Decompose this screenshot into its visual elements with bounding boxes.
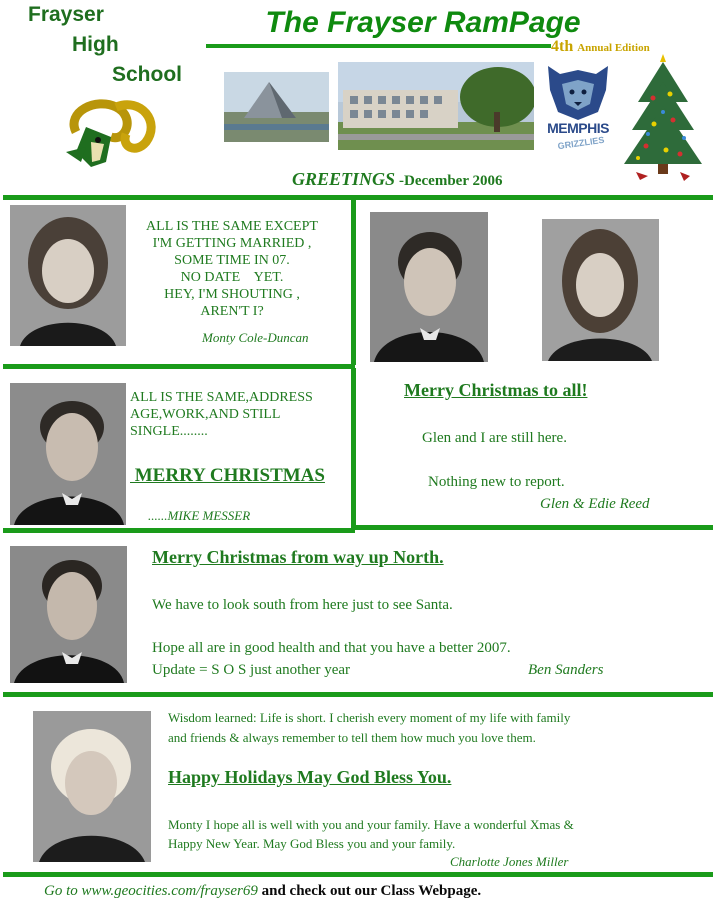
box3-line: SINGLE........ xyxy=(130,424,208,439)
memphis-logo-text: MEMPHIS xyxy=(547,120,609,136)
box1-message xyxy=(126,218,338,320)
school-building-photo xyxy=(338,62,534,150)
box5-heading: Merry Christmas from way up North. xyxy=(152,547,444,567)
box6-line1: Wisdom learned: Life is short. I cherish every moment of my life with family xyxy=(168,710,571,725)
portrait-edie-reed xyxy=(542,219,659,361)
box1-line: SOME TIME IN 07. xyxy=(174,253,290,268)
box4-heading: Merry Christmas to all! xyxy=(404,380,588,400)
box1-line: AREN'T I? xyxy=(200,304,264,319)
footer-line xyxy=(44,883,481,900)
portrait-ben-sanders xyxy=(10,546,127,683)
edition-number: 4th xyxy=(551,38,574,55)
divider-top xyxy=(3,195,713,200)
divider-left-bottom xyxy=(3,528,355,533)
box3-message xyxy=(130,389,350,440)
footer-link[interactable]: Go to www.geocities.com/frayser69 xyxy=(44,883,258,899)
divider-right-bottom xyxy=(351,525,713,530)
footer-text: and check out our Class Webpage. xyxy=(257,883,482,899)
divider-row6 xyxy=(3,872,713,877)
school-name-line1: Frayser xyxy=(28,3,104,26)
box6-line2: and friends & always remember to tell them how much you love them. xyxy=(168,730,536,745)
box5-line1: We have to look south from here just to see Santa. xyxy=(152,597,453,613)
divider-vertical-bottom xyxy=(351,368,356,528)
box1-line: ALL IS THE SAME EXCEPT xyxy=(146,219,318,234)
school-name-line2: High xyxy=(72,33,119,56)
box4-line2: Nothing new to report. xyxy=(428,474,565,490)
box1-line: NO DATE YET. xyxy=(180,270,284,285)
edition-text: Annual Edition xyxy=(577,42,650,54)
greetings-date: -December 2006 xyxy=(399,173,503,189)
page-title: The Frayser RamPage xyxy=(265,6,581,39)
box1-line: HEY, I'M SHOUTING , xyxy=(164,287,300,302)
box6-heading: Happy Holidays May God Bless You. xyxy=(168,767,452,787)
box3-signature: ......MIKE MESSER xyxy=(148,508,251,523)
box4-signature: Glen & Edie Reed xyxy=(540,496,650,512)
box3-heading: MERRY CHRISTMAS xyxy=(130,465,325,486)
box3-line: ALL IS THE SAME,ADDRESS xyxy=(130,390,313,405)
pyramid-photo xyxy=(224,72,329,142)
ram-mascot-icon xyxy=(56,92,166,170)
portrait-mike-messer xyxy=(10,383,126,525)
box4-line1: Glen and I are still here. xyxy=(422,430,567,446)
school-name xyxy=(28,0,198,90)
school-name-line3: School xyxy=(112,63,183,86)
title-rule xyxy=(206,44,551,48)
box1-signature: Monty Cole-Duncan xyxy=(202,330,309,345)
divider-row5 xyxy=(3,692,713,697)
divider-left-mid xyxy=(3,364,355,369)
divider-vertical-top xyxy=(351,198,356,365)
box5-line2: Hope all are in good health and that you have a better 2007. xyxy=(152,640,511,656)
portrait-charlotte-jones-miller xyxy=(33,711,151,862)
portrait-glen-reed xyxy=(370,212,488,362)
box6-signature: Charlotte Jones Miller xyxy=(450,854,569,869)
box6-line4: Happy New Year. May God Bless you and your family. xyxy=(168,836,456,851)
box3-line: AGE,WORK,AND STILL xyxy=(130,407,281,422)
grizzlies-logo-text: GRIZZLIES xyxy=(557,134,605,152)
christmas-tree-icon xyxy=(618,54,708,184)
grizzly-logo-icon xyxy=(540,60,616,154)
greetings-label: GREETINGS xyxy=(292,169,396,189)
box1-line: I'M GETTING MARRIED , xyxy=(152,236,312,251)
portrait-monty-cole-duncan xyxy=(10,205,126,346)
box6-line3: Monty I hope all is well with you and your family. Have a wonderful Xmas & xyxy=(168,817,574,832)
box5-line3: Update = S O S just another year xyxy=(152,662,351,678)
greetings-line xyxy=(292,169,502,190)
box5-signature: Ben Sanders xyxy=(528,662,604,678)
